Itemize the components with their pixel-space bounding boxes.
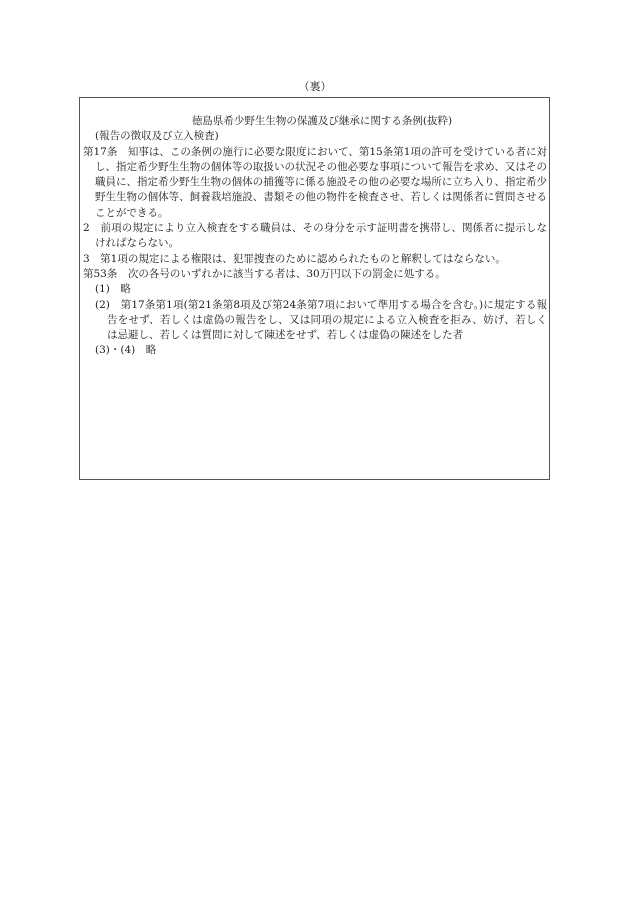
- article-53-item-1: (1) 略: [95, 283, 131, 296]
- article-17: 第17条 知事は、この条例の施行に必要な限度において、第15条第1項の許可を受けている者に対し、指定希少野生生物の個体等の取扱いの状況その他必要な事項について報告を求め、又はその職員に、指定希少野生生物の個体の捕獲等に係る施設その他の必要な場所に立ち入り、指定希少野生生物の個体等、飼養栽培施設、書類その他の物件を検査させ、若しくは関係者に質問させることができる。: [83, 145, 547, 219]
- article-caption: (報告の徴収及び立入検査): [95, 130, 219, 143]
- article-53-item-3-4: (3)・(4) 略: [95, 344, 157, 357]
- article-17-paragraph-2: 2 前項の規定により立入検査をする職員は、その身分を示す証明書を携帯し、関係者に提示しなければならない。: [83, 222, 547, 250]
- reverse-side-label: （裏）: [298, 80, 332, 93]
- ordinance-title: 徳島県希少野生生物の保護及び継承に関する条例(抜粋): [191, 115, 453, 127]
- article-17-paragraph-3: 3 第1項の規定による権限は、犯罪捜査のために認められたものと解釈してはならない。: [83, 252, 506, 265]
- article-53-item-2: (2) 第17条第1項(第21条第8項及び第24条第7項において準用する場合を含む。)に規定する報告をせず、若しくは虚偽の報告をし、又は同項の規定による立入検査を拒み、妨げ、若しくは忌避し、若しくは質問に対して陳述をせず、若しくは虚偽の陳述をした者: [95, 298, 547, 342]
- ordinance-excerpt-box: [79, 97, 550, 480]
- article-53: 第53条 次の各号のいずれかに該当する者は、30万円以下の罰金に処する。: [83, 267, 446, 280]
